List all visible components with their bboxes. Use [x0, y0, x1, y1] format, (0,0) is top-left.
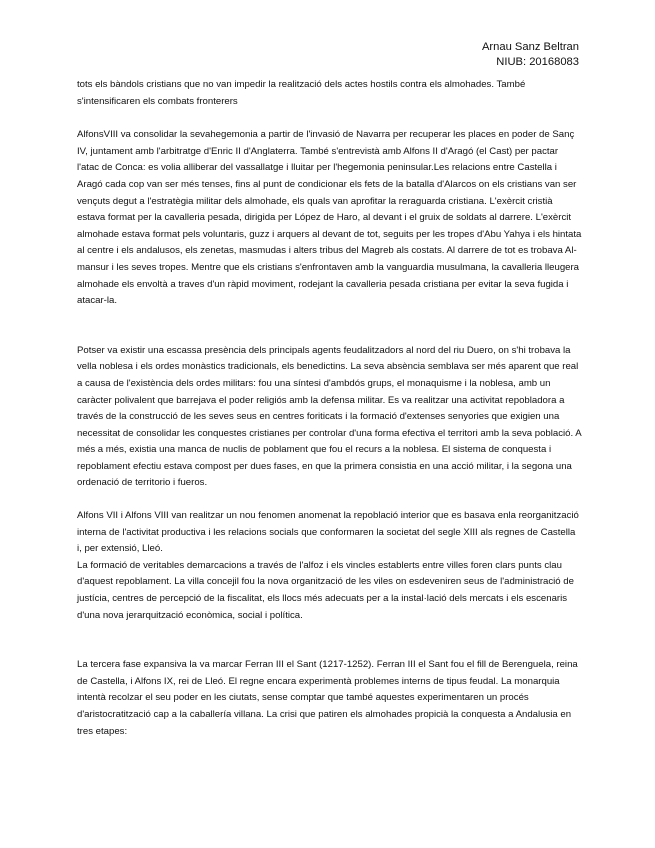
- paragraph-1: tots els bàndols cristians que no van impedir la realització dels actes hostils contra els almohades. També s'intensificaren els combats fronterers: [77, 79, 526, 107]
- student-id: NIUB: 20168083: [496, 56, 579, 68]
- author-name: Arnau Sanz Beltran: [481, 41, 579, 53]
- paragraph-4: Alfons VII i Alfons VIII van realitzar un nou fenomen anomenat la repoblació interior que es basava enla reorganització interna de l'activitat productiva i les relacions socials que conformaren la societat del segle XIII als regnes de Castella i, per extensió, Lleó.: [77, 510, 579, 555]
- paragraph-3: Potser va existir una escassa presència dels principals agents feudalitzadors al nord del riu Duero, on s'hi trobava la vella noblesa i els ordes monàstics tradicionals, els benedictins. La seva absència semblava ser més aparent que real a causa de l'existència dels ordes militars: fou una síntesi d'ambdós grups, el monaquisme i la noblesa, amb un caràcter polivalent que barrejava el poder religiós amb la defensa militar. Es va realitzar una activitat repobladora a través de la construcció de les seves seus en centres foriticats i la formació d'extenses senyories que exigien una necessitat de consolidar les conquestes cristianes per controlar d'una forma efectiva el territori amb la seva població. A més a més, existia una manca de nuclis de poblament que fou el recurs a la noblesa. El sistema de conquesta i repoblament efectiu estava compost per dues fases, en que la primera consistia en una acció militar, i la segona una ordenació de territorio i fueros.: [77, 344, 582, 489]
- document-body: [77, 77, 582, 740]
- page-header: [482, 40, 579, 70]
- paragraph-6: La tercera fase expansiva la va marcar Ferran III el Sant (1217-1252). Ferran III el Sant fou el fill de Berenguela, reina de Castella, i Alfons IX, rei de Lleó. El regne encara experimentà problemes interns de tipus feudal. La monarquia intentà recolzar el seu poder en les ciutats, sense comptar que també aquestes experimentaren un procés d'aristocratització cap a la caballería villana. La crisi que patiren els almohades propicià la conquesta a Andalusia en tres etapes:: [77, 659, 578, 737]
- paragraph-2: AlfonsVIII va consolidar la sevahegemonia a partir de l'invasió de Navarra per recuperar les places en poder de Sanç IV, juntament amb l'arbitratge d'Enric II d'Anglaterra. També s'entrevistà amb Alfons II d'Aragó (el Cast) per pactar l'atac de Conca: es volia alliberar del vassallatge i lluitar per l'hegemonia peninsular.Les relacions entre Castella i Aragó cada cop van ser més tenses, fins al punt de condicionar els fets de la batalla d'Alarcos on els cristians van ser vençuts degut a l'estratègia militar dels almohade, els quals van aprofitar la reraguarda cristiana. L'exèrcit cristià estava format per la cavalleria pesada, dirigida per López de Haro, al devant i el gruix de soldats al darrere. L'exèrcit almohade estava format pels voluntaris, guzz i arquers al devant de tot, seguits per les tropes d'Abu Yahya i els hintata al centre i els andalusos, els zenetas, masmudas i alters tribus del Magreb als costats. Al darrere de tot es trobava Al-mansur i les seves tropes. Mentre que els cristians s'enfrontaven amb la vanguardia musulmana, la cavalleria lleugera almohade els envoltà a traves d'un ràpid moviment, rodejant la cavalleria pesada cristiana per evitar la seva fugida i atacar-la.: [77, 129, 582, 307]
- paragraph-5: La formació de veritables demarcacions a través de l'alfoz i els vincles establerts entre villes foren clars punts clau d'aquest repoblament. La villa concejil fou la nova organització de les viles on esdeveniren seus de l'administració de justícia, centres de percepció de la fiscalitat, els llocs més adecuats per a la instal·lació dels mercats i els escenaris d'una nova jerarquització econòmica, social i política.: [77, 559, 574, 621]
